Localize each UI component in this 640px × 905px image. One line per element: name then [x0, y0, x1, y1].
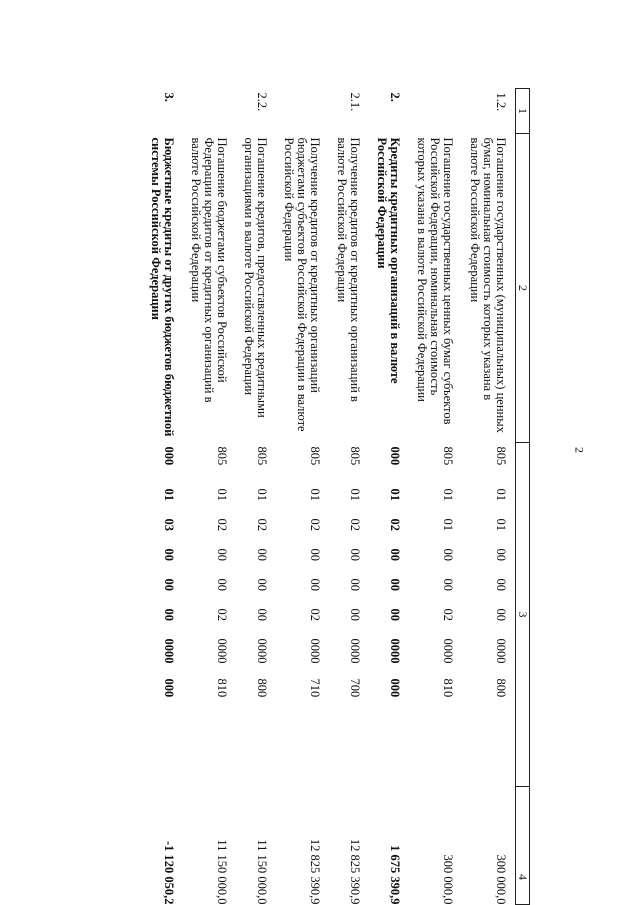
row-amount: 12 825 390,9 [348, 838, 362, 905]
row-codes [462, 443, 516, 787]
budget-code-part: 03 [162, 518, 176, 531]
budget-code-part: 02 [441, 608, 455, 621]
budget-code-part: 00 [215, 578, 229, 591]
row-number: 1.2. [494, 92, 508, 112]
budget-code-part: 000 [162, 678, 176, 698]
budget-code-part: 810 [441, 678, 455, 698]
row-codes [329, 443, 369, 787]
table-header-row [516, 89, 530, 905]
row-codes [276, 443, 329, 787]
budget-code-part: 01 [162, 488, 176, 501]
budget-code-part: 805 [441, 446, 455, 466]
budget-code-part: 00 [441, 548, 455, 561]
budget-code-part: 00 [162, 578, 176, 591]
budget-code-part: 0000 [308, 638, 322, 664]
budget-code-part: 00 [494, 578, 508, 591]
budget-code-part: 0000 [255, 638, 269, 664]
row-description: Кредиты кредитных организаций в валюте Российской Федерации [375, 137, 402, 384]
budget-code-part: 710 [308, 678, 322, 698]
row-number: 2.1. [348, 92, 362, 112]
row-amount: 300 000,0 [494, 854, 508, 905]
budget-code-part: 01 [441, 518, 455, 531]
budget-table [143, 88, 530, 905]
budget-code-part: 01 [441, 488, 455, 501]
budget-code-part: 000 [388, 678, 402, 698]
budget-code-part: 00 [494, 548, 508, 561]
header-col-2: 2 [516, 134, 530, 443]
table-row [276, 89, 329, 905]
row-codes [369, 443, 409, 787]
budget-code-part: 02 [388, 518, 402, 531]
header-col-4: 4 [516, 787, 530, 905]
budget-code-part: 00 [348, 608, 362, 621]
budget-code-part: 805 [255, 446, 269, 466]
row-codes [143, 443, 183, 787]
budget-code-part: 00 [308, 548, 322, 561]
budget-code-part: 01 [494, 518, 508, 531]
budget-code-part: 0000 [388, 638, 402, 664]
budget-code-part: 02 [215, 608, 229, 621]
row-number: 2. [388, 92, 402, 102]
row-description: Погашение бюджетами субъектов Российской Федерации кредитов от кредитных организаций в валюте Российской Федерации [189, 137, 229, 403]
budget-code-part: 02 [308, 608, 322, 621]
budget-code-part: 805 [494, 446, 508, 466]
budget-code-part: 02 [348, 518, 362, 531]
budget-code-part: 0000 [441, 638, 455, 664]
budget-code-part: 00 [255, 578, 269, 591]
budget-code-part: 810 [215, 678, 229, 698]
table-row [369, 89, 409, 905]
budget-code-part: 000 [162, 446, 176, 466]
row-amount: 11 150 000,0 [215, 839, 229, 905]
table-row [236, 89, 276, 905]
budget-code-part: 0000 [348, 638, 362, 664]
budget-code-part: 00 [388, 578, 402, 591]
row-number: 2.2. [255, 92, 269, 112]
row-number [276, 89, 329, 134]
row-description: Получение кредитов от кредитных организаций бюджетами субъектов Российской Федерации в валюте Российской Федерации [282, 137, 322, 432]
budget-code-part: 700 [348, 678, 362, 698]
row-number: 3. [162, 92, 176, 102]
budget-code-part: 01 [494, 488, 508, 501]
table-row [329, 89, 369, 905]
budget-code-part: 00 [215, 548, 229, 561]
budget-code-part: 0000 [162, 638, 176, 664]
row-number [183, 89, 236, 134]
budget-code-part: 02 [308, 518, 322, 531]
budget-code-part: 805 [215, 446, 229, 466]
budget-code-part: 805 [308, 446, 322, 466]
budget-code-part: 00 [348, 548, 362, 561]
budget-code-part: 00 [162, 548, 176, 561]
budget-code-part: 0000 [494, 638, 508, 664]
budget-code-part: 01 [348, 488, 362, 501]
header-col-3: 3 [516, 443, 530, 787]
row-codes [236, 443, 276, 787]
budget-code-part: 01 [255, 488, 269, 501]
row-description: Погашение государственных (муниципальных) ценных бумаг, номинальная стоимость которых указана в валюте Российской Федерации [468, 137, 508, 433]
rotated-table-container [110, 88, 530, 905]
budget-code-part: 00 [162, 608, 176, 621]
budget-code-part: 800 [494, 678, 508, 698]
row-amount: 12 825 390,9 [308, 838, 322, 905]
row-description: Получение кредитов от кредитных организаций в валюте Российской Федерации [335, 137, 362, 402]
row-description: Погашение кредитов, предоставленных кредитными организациями в валюте Российской Федерации [242, 137, 269, 418]
table-row [462, 89, 516, 905]
budget-code-part: 02 [215, 518, 229, 531]
table-row [143, 89, 183, 905]
table-row [183, 89, 236, 905]
budget-code-part: 000 [388, 446, 402, 466]
budget-code-part: 02 [255, 518, 269, 531]
budget-code-part: 00 [255, 548, 269, 561]
budget-code-part: 00 [348, 578, 362, 591]
budget-code-part: 01 [215, 488, 229, 501]
budget-code-part: 00 [494, 608, 508, 621]
page-number: 2 [572, 447, 587, 453]
budget-code-part: 800 [255, 678, 269, 698]
row-amount: 11 150 000,0 [255, 839, 269, 905]
budget-code-part: 01 [388, 488, 402, 501]
budget-code-part: 00 [255, 608, 269, 621]
header-col-1: 1 [516, 89, 530, 134]
budget-code-part: 01 [308, 488, 322, 501]
row-amount: 300 000,0 [441, 854, 455, 905]
row-description: Погашение государственных ценных бумаг субъектов Российской Федерации, номинальная стоимость которых указана в валюте Российской Федерации [415, 137, 455, 425]
row-codes [409, 443, 462, 787]
budget-code-part: 805 [348, 446, 362, 466]
budget-code-part: 00 [388, 548, 402, 561]
row-number [409, 89, 462, 134]
budget-code-part: 00 [308, 578, 322, 591]
budget-code-part: 00 [388, 608, 402, 621]
table-row [409, 89, 462, 905]
budget-code-part: 00 [441, 578, 455, 591]
row-codes [183, 443, 236, 787]
budget-code-part: 0000 [215, 638, 229, 664]
row-amount: -1 120 050,2 [162, 840, 176, 905]
row-description: Бюджетные кредиты от других бюджетов бюджетной системы Российской Федерации [149, 137, 176, 437]
row-amount: 1 675 390,9 [388, 845, 402, 905]
